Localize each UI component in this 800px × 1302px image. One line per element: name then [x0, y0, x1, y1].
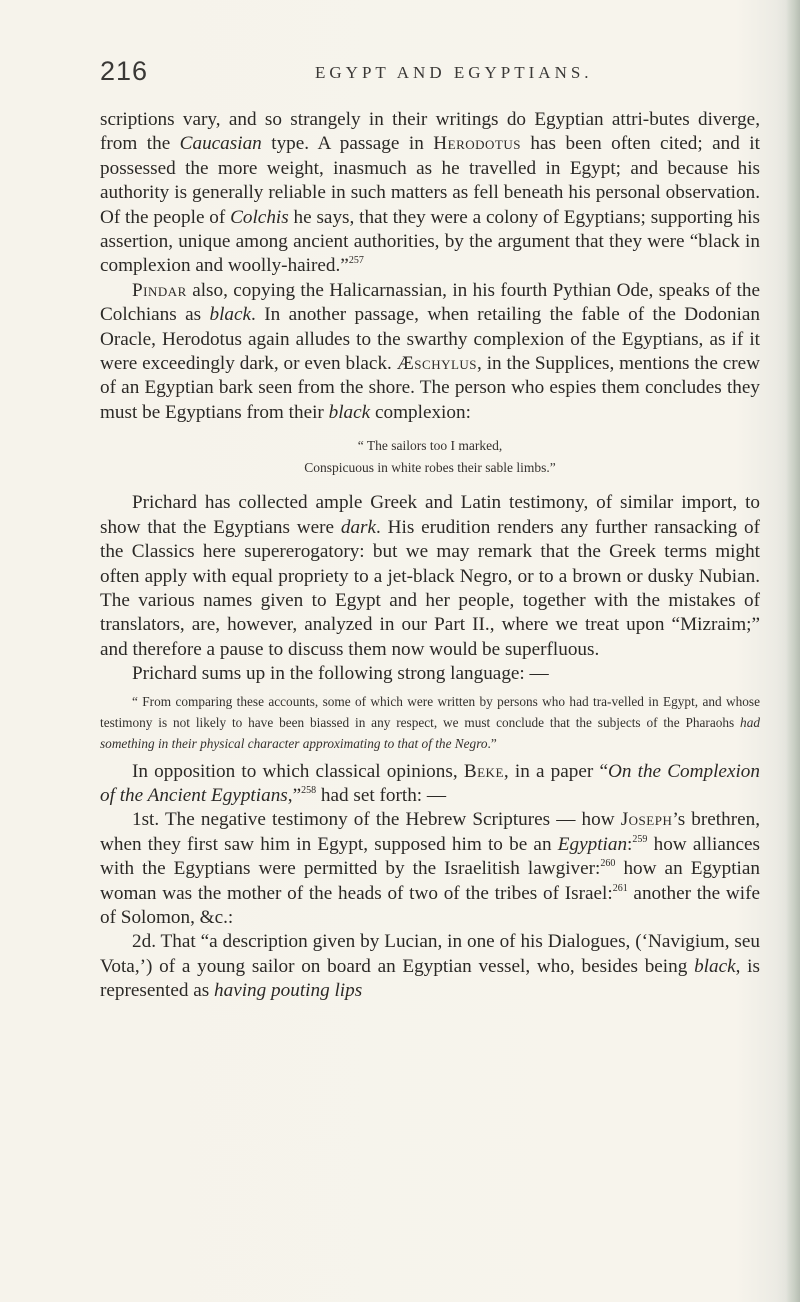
running-head: EGYPT AND EGYPTIANS. [315, 63, 593, 82]
paragraph-3: Prichard has collected ample Greek and Latin testimony, of similar import, to show that the Egyptians were dark. His erudition renders any further ransacking of the Classics here supererogatory: but we may remark that the Greek terms might often apply with equal propriety to a jet-black Negro, or to a brown or dusky Nubian. The various names given to Egypt and her people, together with the mistakes of translators, are, however, analyzed in our Part II., where we treat upon “Mizraim;” and therefore a pause to discuss them now would be superfluous. [100, 492, 760, 660]
smallcaps-joseph: Joseph [620, 809, 673, 831]
page-number: 216 [100, 56, 149, 86]
prose-quote: “ From comparing these accounts, some of which were written by persons who had tra-velled in Egypt, and whose testimony is not likely to have been biassed in any respect, we must conclude that the subjects of the Pharaohs had something in their physical character approximating to that of the Negro.” [100, 693, 760, 751]
italic-black-2: black [328, 401, 371, 423]
paragraph-5: In opposition to which classical opinions, Beke, in a paper “On the Complexion of the Ancient Egyptians,”$^{258}$ had set forth: — [100, 760, 760, 806]
smallcaps-pindar: Pindar [132, 279, 187, 301]
footnote-ref-260: 260 [600, 858, 616, 870]
footnote-ref-261: 261 [612, 882, 628, 894]
italic-caucasian: Caucasian [179, 133, 262, 155]
footnote-ref-257: 257 [348, 255, 364, 267]
paragraph-7: 2d. That “a description given by Lucian, in one of his Dialogues, (‘Navigium, seu Vota,’) of a young sailor on board an Egyptian vessel, who, besides being black, is represented as having pouting lips [100, 931, 760, 1002]
page-edge-shadow [786, 0, 800, 1302]
italic-quote-phrase: had something in their physical character approximating to that of the Negro [100, 714, 760, 751]
italic-paper-title: On the Complexion of the Ancient Egyptians [100, 760, 760, 806]
page-header [100, 56, 760, 96]
paragraph-2: Pindar also, copying the Halicarnassian, in his fourth Pythian Ode, speaks of the Colchians as black. In another passage, when retailing the fable of the Dodonian Oracle, Herodotus again alludes to the swarthy complexion of the Egyptians, as if it were exceedingly dark, or even black. Æschylus, in the Supplices, mentions the crew of an Egyptian bark seen from the shore. The person who espies them concludes they must be Egyptians from their black complexion: [100, 279, 760, 423]
paragraph-1: scriptions vary, and so strangely in their writings do Egyptian attri-butes diverge, from the Caucasian type. A passage in Herodotus has been often cited; and it possessed the more weight, inasmuch as he travelled in Egypt; and because his authority is generally reliable in such matters as fell beneath his personal observation. Of the people of Colchis he says, that they were a colony of Egyptians; supporting his assertion, unique among ancient authorities, by the argument that they were “black in complexion and woolly-haired.”$^{257}$ [100, 109, 760, 277]
paragraph-4: Prichard sums up in the following strong language: — [132, 663, 549, 685]
footnote-ref-258: 258 [301, 784, 317, 796]
italic-colchis: Colchis [230, 206, 289, 228]
smallcaps-beke: Beke [463, 760, 504, 782]
italic-black: black [209, 304, 252, 326]
body-text [100, 108, 760, 1004]
italic-black-3: black [694, 955, 736, 977]
italic-dark: dark [340, 516, 377, 538]
smallcaps-aeschylus: Æschylus [396, 353, 478, 375]
paragraph-6: 1st. The negative testimony of the Hebrew Scriptures — how Joseph’s brethren, when they first saw him in Egypt, supposed him to be an Egyptian:$^{259}$ how alliances with the Egyptians were permitted by the Israelitish lawgiver:$^{260}$ how an Egyptian woman was the mother of the heads of two of the tribes of Israel:$^{261}$ another the wife of Solomon, &c.: [100, 809, 760, 928]
italic-egyptian: Egyptian [557, 833, 628, 855]
italic-pouting-lips: having pouting lips [214, 980, 363, 1002]
verse-line-1: “ The sailors too I marked, [357, 438, 503, 454]
smallcaps-herodotus: Herodotus [433, 133, 521, 155]
verse-line-2: Conspicuous in white robes their sable limbs.” [304, 460, 556, 476]
footnote-ref-259: 259 [632, 833, 648, 845]
verse-quote [100, 435, 760, 479]
